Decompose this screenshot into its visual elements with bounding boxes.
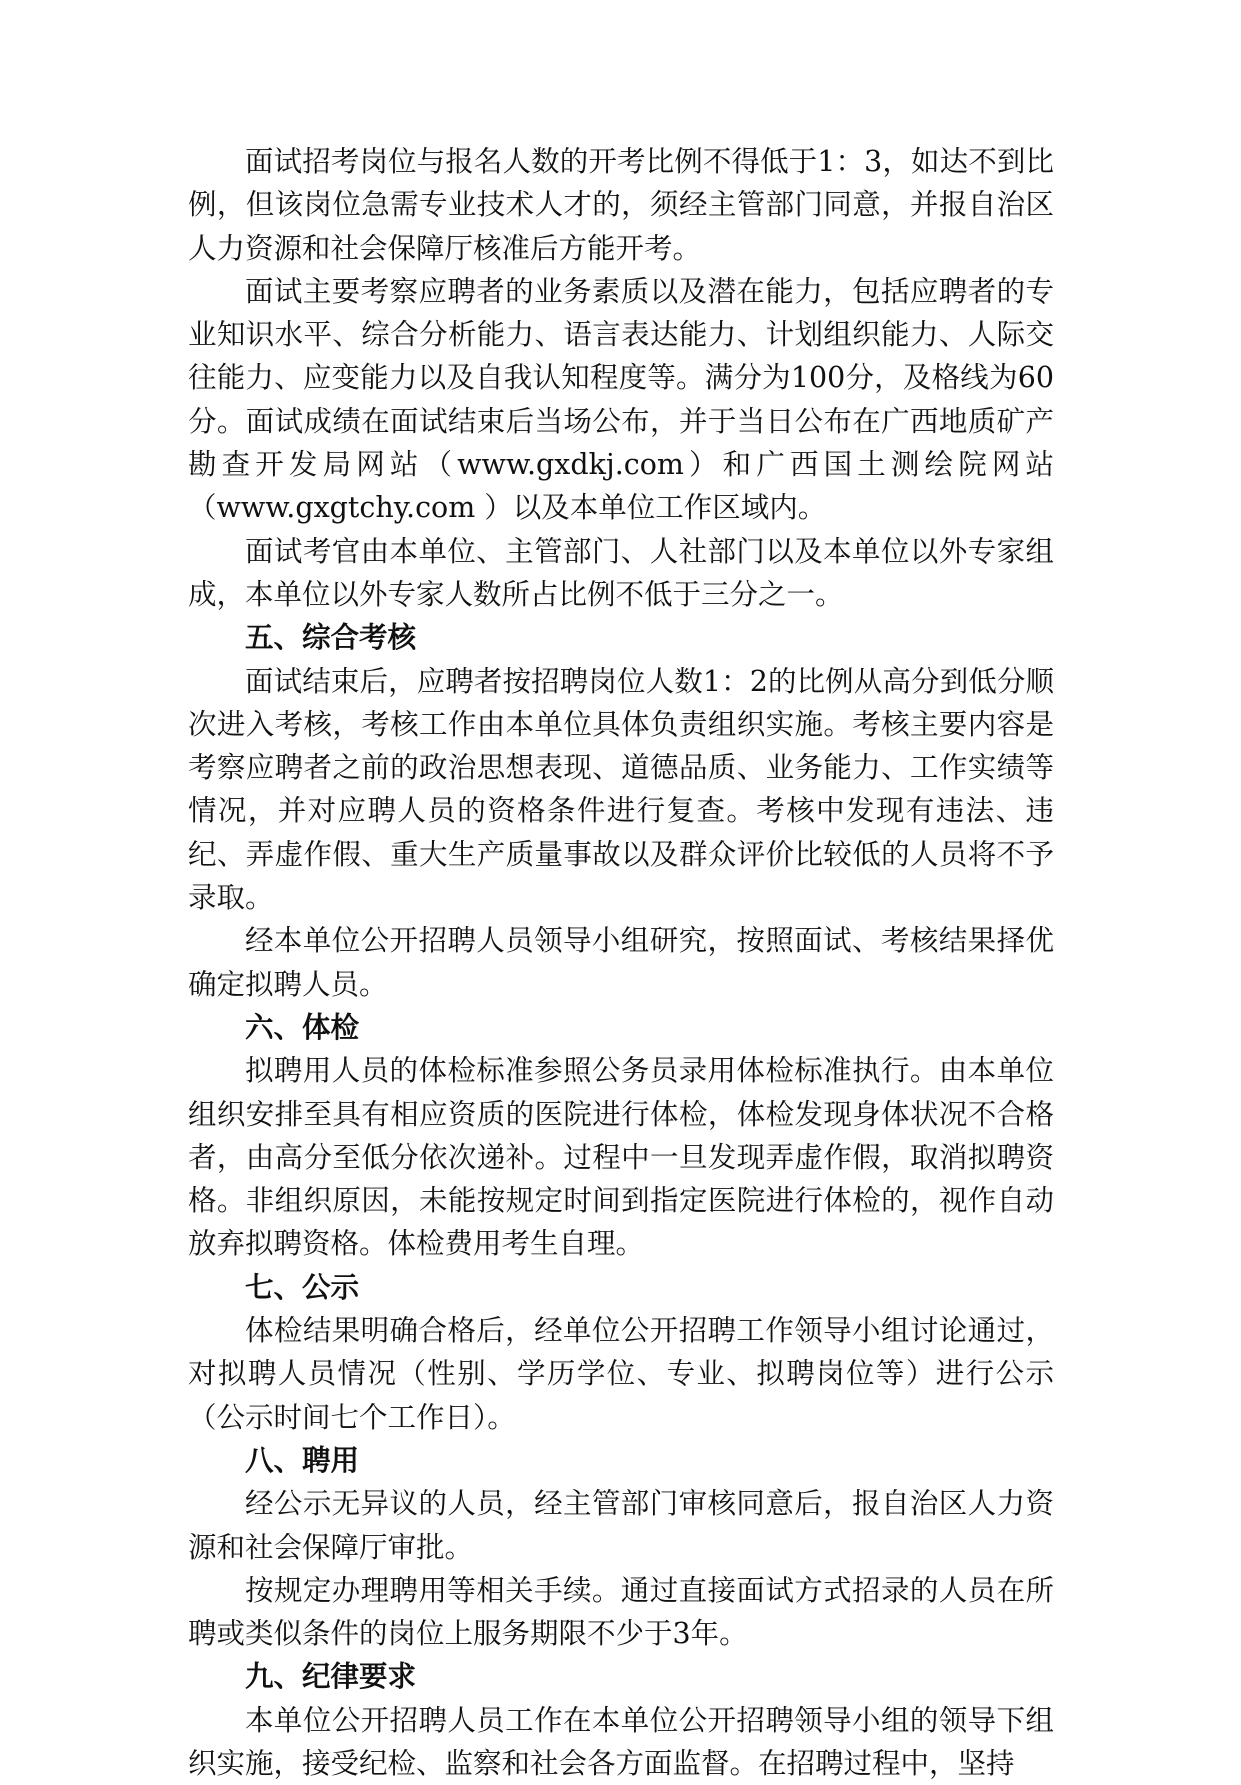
section-heading-employment: 八、聘用	[245, 1443, 360, 1477]
paragraph-selection: 经本单位公开招聘人员领导小组研究，按照面试、考核结果择优确定拟聘人员。	[188, 924, 1054, 1001]
paragraph-discipline: 本单位公开招聘人员工作在本单位公开招聘领导小组的领导下组织实施，接受纪检、监察和社会各方面监督。在招聘过程中，坚持	[188, 1703, 1054, 1780]
paragraph-assessment: 面试结束后，应聘者按招聘岗位人数1：2的比例从高分到低分顺次进入考核，考核工作由本单位具体负责组织实施。考核主要内容是考察应聘者之前的政治思想表现、道德品质、业务能力、工作实绩等情况，并对应聘人员的资格条件进行复查。考核中发现有违法、违纪、弄虚作假、重大生产质量事故以及群众评价比较低的人员将不予录取。	[188, 664, 1054, 915]
paragraph-interview-content: 面试主要考察应聘者的业务素质以及潜在能力，包括应聘者的专业知识水平、综合分析能力、语言表达能力、计划组织能力、人际交往能力、应变能力以及自我认知程度等。满分为100分，及格线为60分。面试成绩在面试结束后当场公布，并于当日公布在广西地质矿产勘查开发局网站（www.gxdkj.com）和广西国土测绘院网站（www.gxgtchy.com ）以及本单位工作区域内。	[188, 274, 1054, 525]
paragraph-medical-exam: 拟聘用人员的体检标准参照公务员录用体检标准执行。由本单位组织安排至具有相应资质的医院进行体检，体检发现身体状况不合格者，由高分至低分依次递补。过程中一旦发现弄虚作假，取消拟聘资格。非组织原因，未能按规定时间到指定医院进行体检的，视作自动放弃拟聘资格。体检费用考生自理。	[188, 1054, 1054, 1261]
paragraph-interview-ratio: 面试招考岗位与报名人数的开考比例不得低于1：3，如达不到比例，但该岗位急需专业技术人才的，须经主管部门同意，并报自治区人力资源和社会保障厅核准后方能开考。	[188, 145, 1054, 265]
section-heading-assessment: 五、综合考核	[245, 621, 417, 655]
paragraph-publicity: 体检结果明确合格后，经单位公开招聘工作领导小组讨论通过，对拟聘人员情况（性别、学历学位、专业、拟聘岗位等）进行公示（公示时间七个工作日）。	[188, 1314, 1054, 1434]
section-heading-discipline: 九、纪律要求	[245, 1660, 417, 1694]
document-page	[188, 140, 1054, 1785]
section-heading-publicity: 七、公示	[245, 1270, 360, 1304]
paragraph-interview-examiners: 面试考官由本单位、主管部门、人社部门以及本单位以外专家组成，本单位以外专家人数所占比例不低于三分之一。	[188, 534, 1054, 611]
section-heading-medical-exam: 六、体检	[245, 1010, 360, 1044]
paragraph-employment-approval: 经公示无异议的人员，经主管部门审核同意后，报自治区人力资源和社会保障厅审批。	[188, 1487, 1054, 1564]
paragraph-employment-procedures: 按规定办理聘用等相关手续。通过直接面试方式招录的人员在所聘或类似条件的岗位上服务期限不少于3年。	[188, 1573, 1054, 1651]
